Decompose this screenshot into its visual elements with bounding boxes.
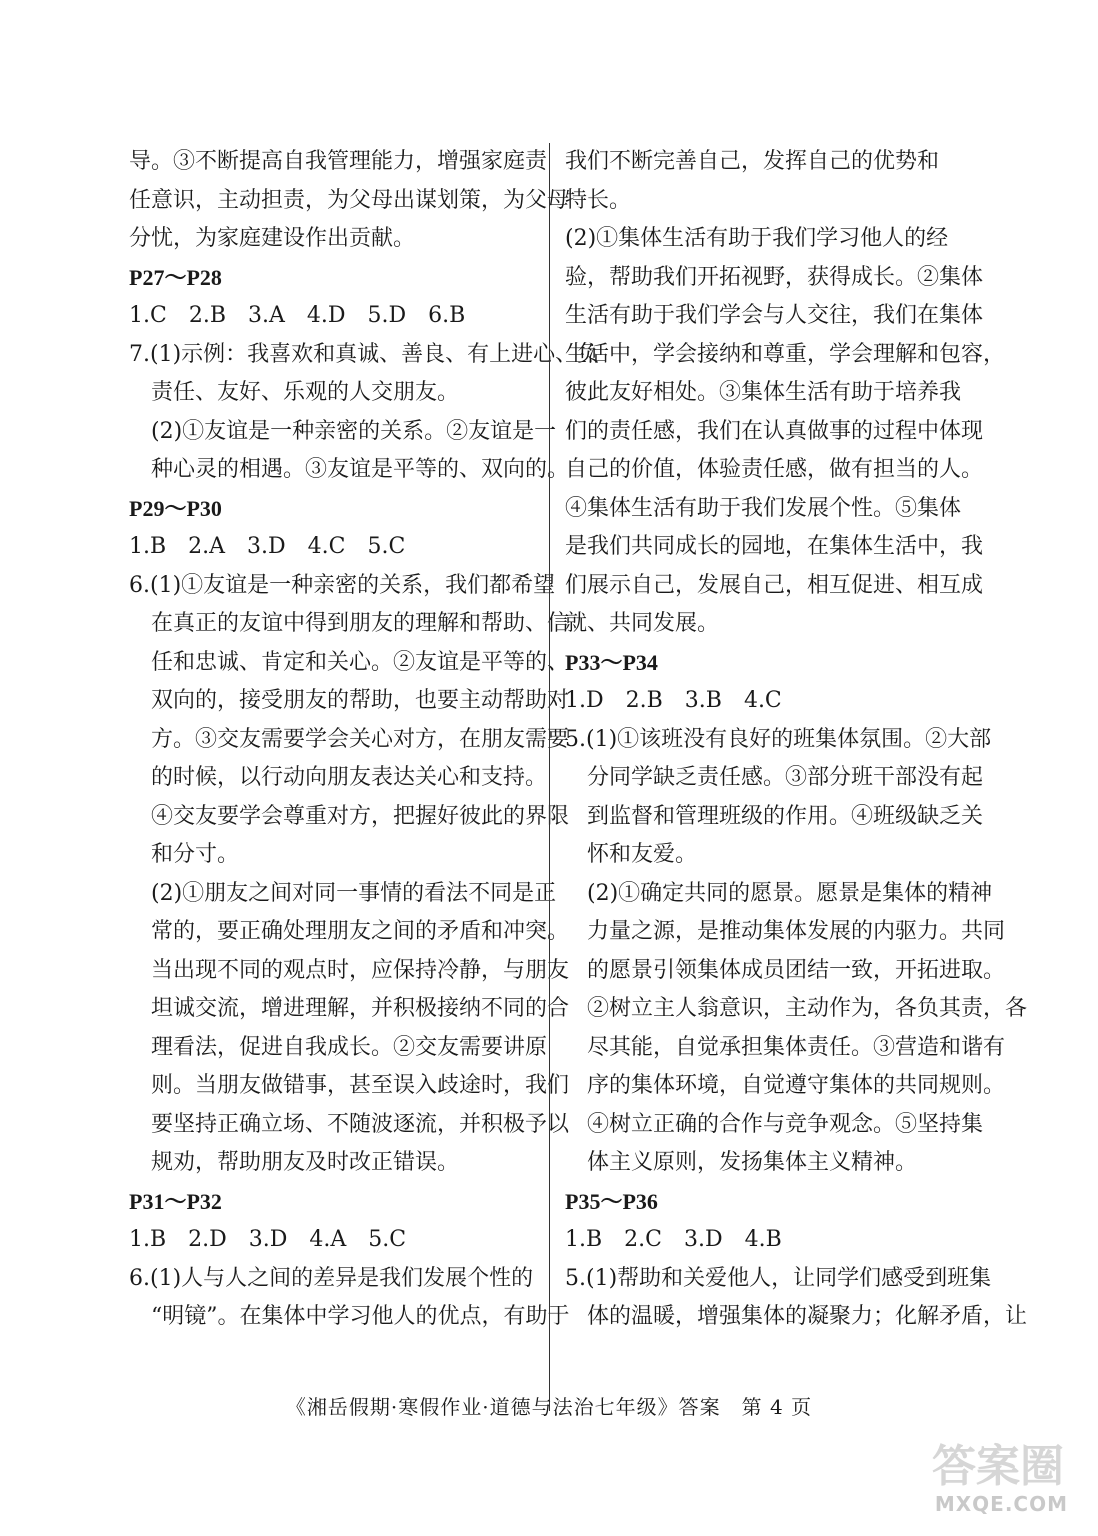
answer-line: 和分寸。 (129, 842, 240, 867)
answer-line: 在真正的友谊中得到朋友的理解和帮助、信 (129, 611, 570, 636)
answer-line: 任和忠诚、肯定和关心。②友谊是平等的、 (129, 649, 570, 675)
answer-line: 尽其能，自觉承担集体责任。③营造和谐有 (565, 1034, 1006, 1060)
column-divider (549, 143, 550, 1411)
answer-line: 理看法，促进自我成长。②交友需要讲原 (129, 1034, 548, 1060)
answer-line: (2)①友谊是一种亲密的关系。②友谊是一 (129, 418, 557, 444)
answer-line: 规劝，帮助朋友及时改正错误。 (129, 1150, 460, 1175)
answer-line: 1.C 2.B 3.A 4.D 5.D 6.B (129, 303, 466, 328)
answer-line: 则。当朋友做错事，甚至误入歧途时，我们 (129, 1073, 570, 1098)
answer-line: 彼此友好相处。③集体生活有助于培养我 (565, 380, 962, 405)
answer-line: 6.(1)①友谊是一种亲密的关系，我们都希望 (129, 572, 556, 598)
answer-line: (2)①确定共同的愿景。愿景是集体的精神 (565, 880, 993, 906)
section-heading: P33～P34 (565, 649, 658, 675)
answer-line: 的时候，以行动向朋友表达关心和支持。 (129, 765, 548, 790)
answer-line: 序的集体环境，自觉遵守集体的共同规则。 (565, 1073, 1006, 1098)
watermark (928, 1426, 1078, 1516)
answer-line: 6.(1)人与人之间的差异是我们发展个性的 (129, 1265, 534, 1291)
right-column (565, 143, 1028, 1337)
section-heading: P27～P28 (129, 264, 222, 290)
answer-line: 到监督和管理班级的作用。④班级缺乏关 (565, 803, 984, 829)
answer-line: (2)①集体生活有助于我们学习他人的经 (565, 226, 949, 251)
answer-line: 就、共同发展。 (565, 611, 720, 636)
answer-line: 1.B 2.A 3.D 4.C 5.C (129, 534, 406, 559)
answer-line: 们的责任感，我们在认真做事的过程中体现 (565, 418, 984, 444)
answer-line: 生活有助于我们学会与人交往，我们在集体 (565, 303, 984, 328)
page-footer: 《湘岳假期·寒假作业·道德与法治七年级》答案 第 4 页 (285, 1395, 813, 1419)
answer-line: ④树立正确的合作与竞争观念。⑤坚持集 (565, 1111, 984, 1137)
answer-line: 要坚持正确立场、不随波逐流，并积极予以 (129, 1111, 570, 1137)
answer-line: 种心灵的相遇。③友谊是平等的、双向的。 (129, 457, 570, 482)
answer-line: 验，帮助我们开拓视野，获得成长。②集体 (565, 264, 984, 290)
answer-line: 7.(1)示例：我喜欢和真诚、善良、有上进心、负 (129, 341, 600, 367)
watermark-text: MXQE.COM (934, 1492, 1068, 1516)
answer-line: 体主义原则，发扬集体主义精神。 (565, 1150, 918, 1175)
answer-line: 是我们共同成长的园地，在集体生活中，我 (565, 534, 984, 559)
answer-line: 们展示自己，发展自己，相互促进、相互成 (565, 572, 984, 598)
answer-line: ②树立主人翁意识，主动作为，各负其责，各 (565, 996, 1028, 1021)
answer-line: 我们不断完善自己，发挥自己的优势和 (565, 149, 940, 174)
answer-line: 分同学缺乏责任感。③部分班干部没有起 (565, 765, 984, 790)
answer-line: 坦诚交流，增进理解，并积极接纳不同的合 (129, 996, 570, 1021)
answer-line: ④交友要学会尊重对方，把握好彼此的界限 (129, 803, 570, 829)
answer-line: 责任、友好、乐观的人交朋友。 (129, 380, 460, 405)
answer-line: 常的，要正确处理朋友之间的矛盾和冲突。 (129, 919, 570, 944)
watermark-logo: 答案圈 (932, 1441, 1064, 1492)
answer-line: 自己的价值，体验责任感，做有担当的人。 (565, 457, 984, 482)
answer-line: 特长。 (565, 187, 632, 213)
answer-line: ④集体生活有助于我们发展个性。⑤集体 (565, 495, 962, 521)
answer-line: 分忧，为家庭建设作出贡献。 (129, 226, 416, 251)
answer-line: 体的温暖，增强集体的凝聚力；化解矛盾，让 (565, 1304, 1028, 1329)
answer-line: “明镜”。在集体中学习他人的优点，有助于 (129, 1304, 570, 1329)
answer-line: 双向的，接受朋友的帮助，也要主动帮助对 (129, 688, 570, 713)
section-heading: P35～P36 (565, 1188, 658, 1214)
answer-line: 当出现不同的观点时，应保持冷静，与朋友 (129, 957, 570, 983)
answer-line: (2)①朋友之间对同一事情的看法不同是正 (129, 880, 557, 906)
answer-line: 生活中，学会接纳和尊重，学会理解和包容， (565, 341, 1006, 367)
answer-line: 导。③不断提高自我管理能力，增强家庭责 (129, 149, 548, 174)
answer-line: 1.D 2.B 3.B 4.C (565, 688, 782, 713)
section-heading: P31～P32 (129, 1188, 222, 1214)
answer-line: 的愿景引领集体成员团结一致，开拓进取。 (565, 957, 1006, 983)
section-heading: P29～P30 (129, 495, 222, 521)
answer-line: 5.(1)帮助和关爱他人，让同学们感受到班集 (565, 1265, 992, 1291)
answer-line: 任意识，主动担责，为父母出谋划策，为父母 (129, 187, 570, 213)
answer-line: 力量之源，是推动集体发展的内驱力。共同 (565, 919, 1006, 944)
answer-line: 方。③交友需要学会关心对方，在朋友需要 (129, 726, 570, 752)
answer-line: 1.B 2.C 3.D 4.B (565, 1227, 782, 1252)
answer-line: 1.B 2.D 3.D 4.A 5.C (129, 1227, 407, 1252)
answer-line: 怀和友爱。 (565, 842, 698, 867)
answer-line: 5.(1)①该班没有良好的班集体氛围。②大部 (565, 726, 992, 752)
